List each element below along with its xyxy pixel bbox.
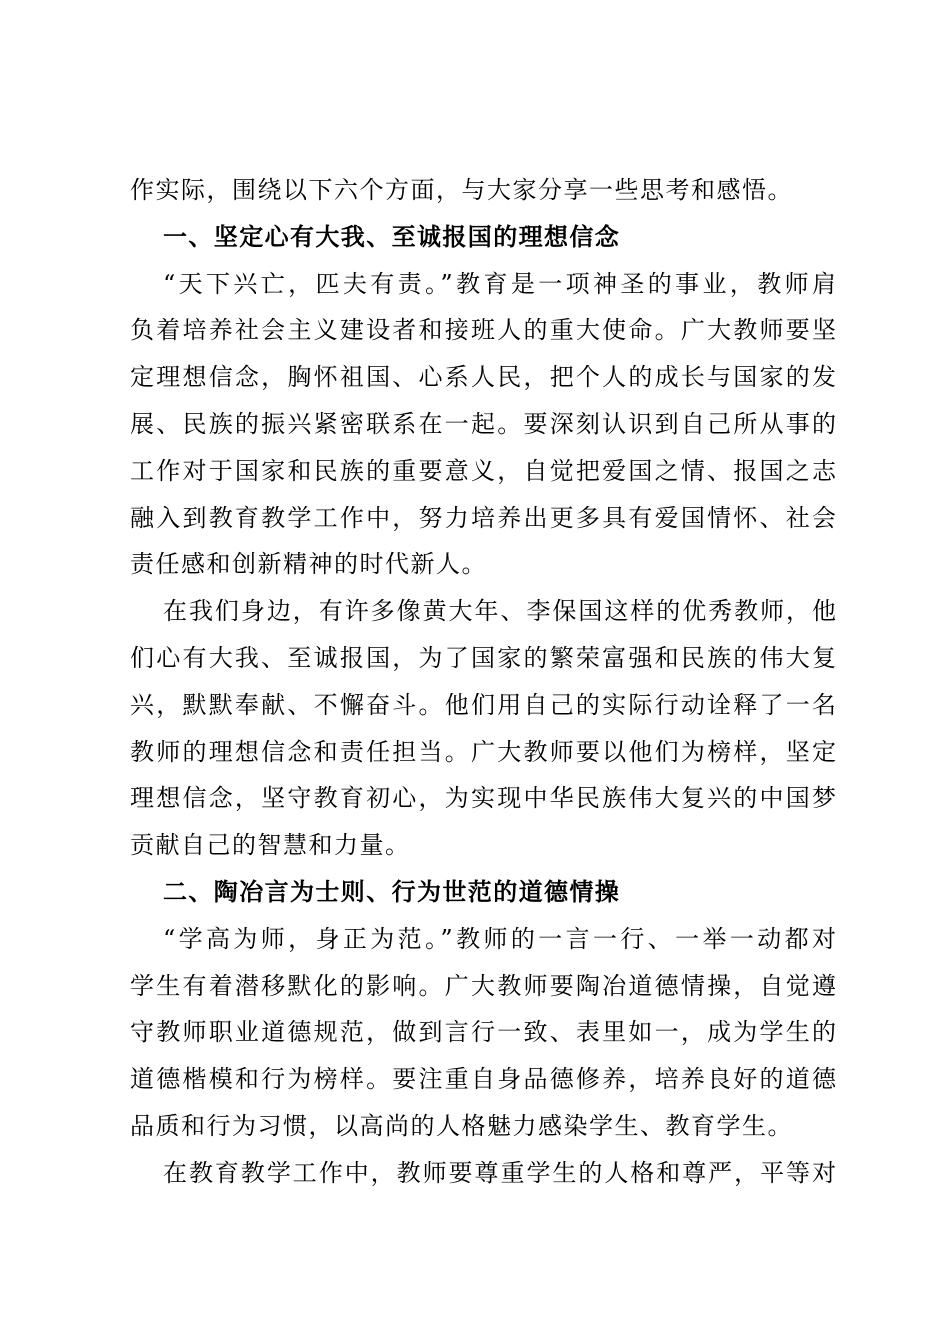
- text-line: 教师的理想信念和责任担当。广大教师要以他们为榜样，坚定: [130, 737, 836, 766]
- text-line: 责任感和创新精神的时代新人。: [130, 550, 487, 579]
- text-line: 学生有着潜移默化的影响。广大教师要陶冶道德情操，自觉遵: [130, 971, 836, 1000]
- text-line: “学高为师，身正为范。”教师的一言一行、一举一动都对: [163, 924, 836, 953]
- section-heading: 二、陶冶言为士则、行为世范的道德情操: [163, 877, 621, 906]
- text-line: 们心有大我、至诚报国，为了国家的繁荣富强和民族的伟大复: [130, 643, 836, 672]
- text-line: 作实际，围绕以下六个方面，与大家分享一些思考和感悟。: [130, 176, 793, 204]
- text-line: 兴，默默奉献、不懈奋斗。他们用自己的实际行动诠释了一名: [130, 690, 836, 719]
- text-line: 定理想信念，胸怀祖国、心系人民，把个人的成长与国家的发: [130, 363, 836, 392]
- text-line: 贡献自己的智慧和力量。: [130, 831, 411, 860]
- text-line: 在教育教学工作中，教师要尊重学生的人格和尊严，平等对: [163, 1158, 836, 1187]
- text-line: 品质和行为习惯，以高尚的人格魅力感染学生、教育学生。: [130, 1111, 793, 1140]
- text-line: 理想信念，坚守教育初心，为实现中华民族伟大复兴的中国梦: [130, 784, 836, 813]
- text-line: 负着培养社会主义建设者和接班人的重大使命。广大教师要坚: [130, 316, 836, 345]
- text-line: 道德楷模和行为榜样。要注重自身品德修养，培养良好的道德: [130, 1065, 836, 1094]
- text-line: 展、民族的振兴紧密联系在一起。要深刻认识到自己所从事的: [130, 409, 836, 438]
- section-heading: 一、坚定心有大我、至诚报国的理想信念: [163, 222, 621, 251]
- text-line: 守教师职业道德规范，做到言行一致、表里如一，成为学生的: [130, 1018, 836, 1047]
- text-line: 工作对于国家和民族的重要意义，自觉把爱国之情、报国之志: [130, 456, 836, 485]
- document-page: [130, 167, 836, 1197]
- text-line: 在我们身边，有许多像黄大年、李保国这样的优秀教师，他: [163, 597, 836, 626]
- text-line: “天下兴亡，匹夫有责。”教育是一项神圣的事业，教师肩: [163, 269, 836, 298]
- text-line: 融入到教育教学工作中，努力培养出更多具有爱国情怀、社会: [130, 503, 836, 532]
